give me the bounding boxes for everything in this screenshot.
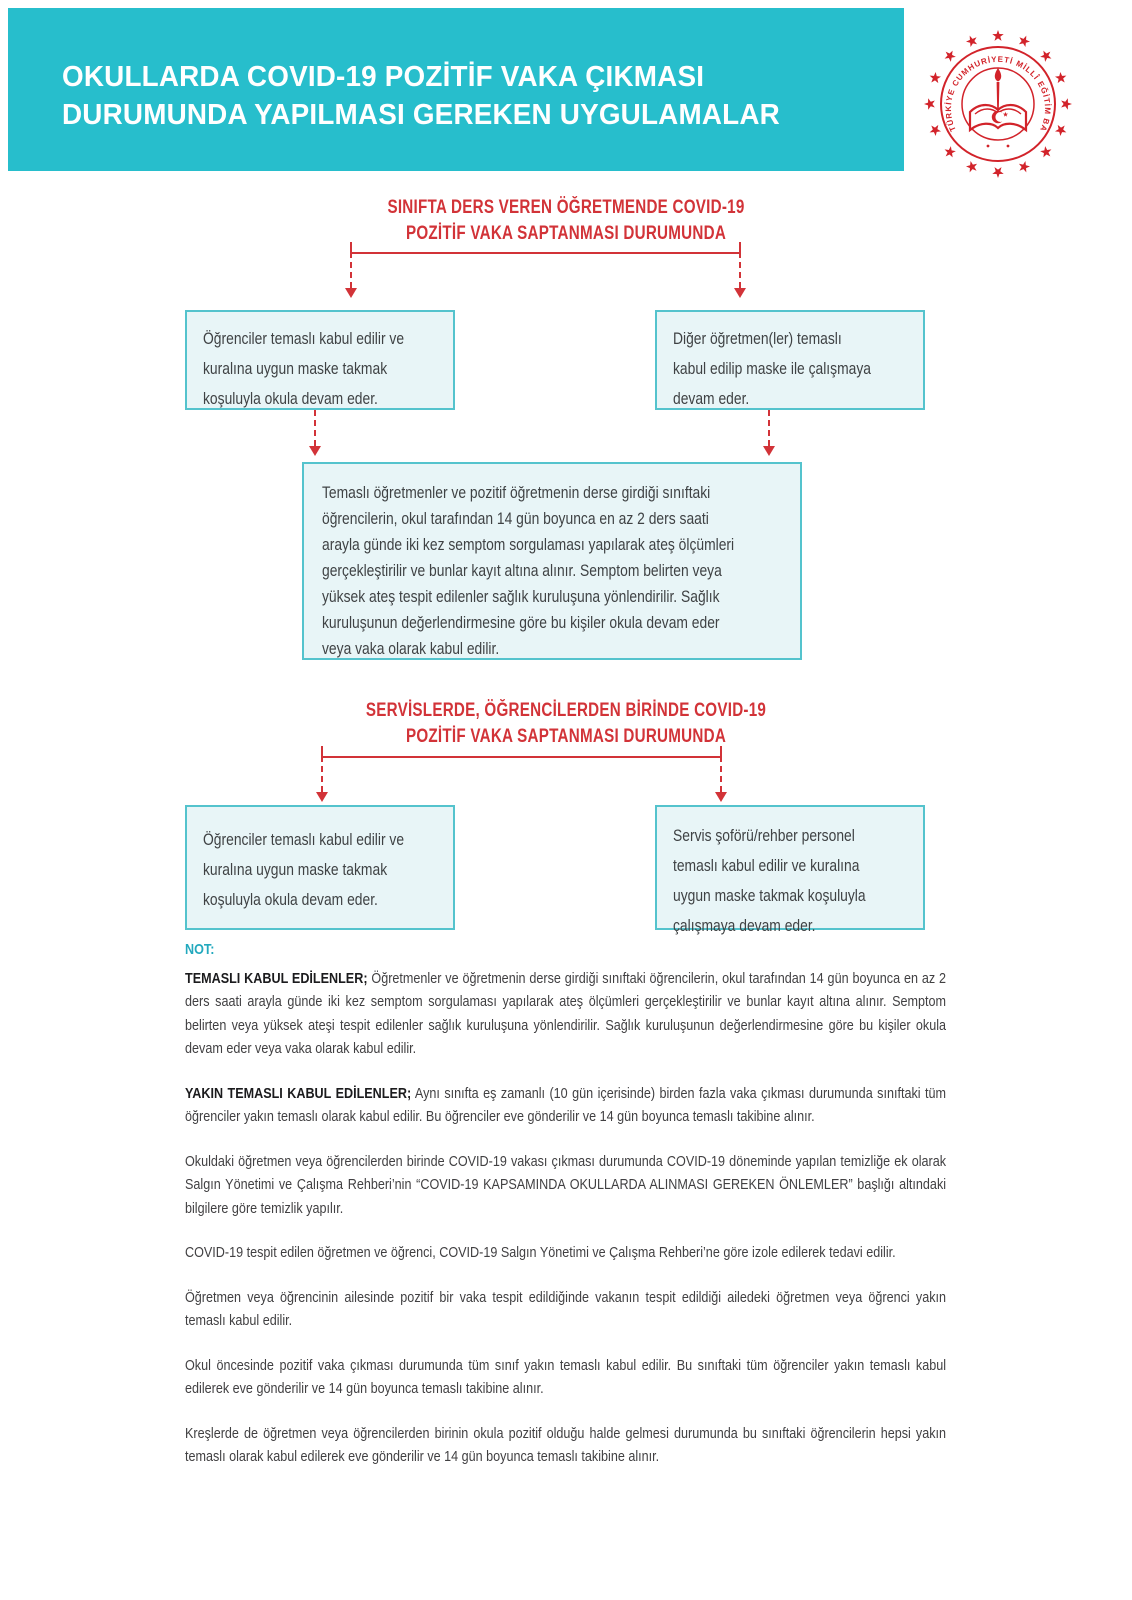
arrow-down-icon xyxy=(309,446,321,456)
dashed-connector xyxy=(321,756,323,792)
connector-stub xyxy=(321,746,323,756)
section1-right-box xyxy=(655,310,925,410)
notes-section xyxy=(185,938,946,1490)
header-band xyxy=(8,8,904,171)
arrow-down-icon xyxy=(345,288,357,298)
note-text: Öğretmenler ve öğretmenin derse girdiği sınıftaki öğrencilerin, okul tarafından 14 gün boyunca en az 2 ders saati arayla günde iki kez semptom sorgulaması yapılarak ateş ölçümleri gerçekleştirilir ve bunlar kayıt altına alınır. Semptom belirten veya yüksek ateşi tespit edilenler sağlık kuruluşuna yönlendirilir. Sağlık kuruluşunun değerlendirmesine göre bu kişiler okula devam eder veya vaka olarak kabul edilir. xyxy=(185,969,947,1057)
dashed-connector xyxy=(720,756,722,792)
arrow-down-icon xyxy=(715,792,727,802)
note-lead: YAKIN TEMASLI KABUL EDİLENLER; xyxy=(185,1084,412,1102)
meb-emblem-logo xyxy=(918,24,1078,184)
section2-left-box xyxy=(185,805,455,930)
note-paragraph xyxy=(185,1150,946,1221)
note-lead: TEMASLI KABUL EDİLENLER; xyxy=(185,969,368,987)
section1-right-box-text: Diğer öğretmen(ler) temaslı kabul edilip maske ile çalışmaya devam eder. xyxy=(673,330,871,408)
section2-left-box-text: Öğrenciler temaslı kabul edilir ve kuralına uygun maske takmak koşuluyla okula devam eder. xyxy=(203,831,405,909)
arrow-down-icon xyxy=(763,446,775,456)
section2-heading-line1: SERVİSLERDE, ÖĞRENCİLERDEN BİRİNDE COVID-19 xyxy=(365,700,767,721)
note-paragraph xyxy=(185,1354,946,1401)
note-paragraph xyxy=(185,1286,946,1333)
emblem-ring-text: TÜRKİYE CUMHURİYETİ MİLLÎ EĞİTİM BA xyxy=(943,54,1053,134)
note-text: Okuldaki öğretmen veya öğrencilerden birinde COVID-19 vakası çıkması durumunda COVID-19 döneminde yapılan temizliğe ek olarak Salgın Yönetimi ve Çalışma Rehberi’nin “COVID-19 KAPSAMINDA OKULLARDA ALINMASI GEREKEN ÖNLEMLER” başlığı altındaki bilgilere göre temizlik yapılır. xyxy=(185,1152,947,1217)
connector-stub xyxy=(350,242,352,252)
note-text: COVID-19 tespit edilen öğretmen ve öğrenci, COVID-19 Salgın Yönetimi ve Çalışma Rehberi’ne göre izole edilerek tedavi edilir. xyxy=(185,1244,896,1261)
arrow-down-icon xyxy=(316,792,328,802)
connector-line xyxy=(322,756,722,758)
connector-stub xyxy=(739,242,741,252)
meb-emblem-icon xyxy=(918,24,1078,184)
note-text: Aynı sınıfta eş zamanlı (10 gün içerisinde) birden fazla vaka çıkması durumunda sınıftaki tüm öğrenciler yakın temaslı olarak kabul edilir. Bu öğrenciler eve gönderilir ve 14 gün boyunca temaslı takibine alınır. xyxy=(185,1084,947,1125)
section1-heading-line1: SINIFTA DERS VEREN ÖĞRETMENDE COVID-19 xyxy=(387,197,745,218)
dashed-connector xyxy=(314,410,316,446)
page-title-line2: DURUMUNDA YAPILMASI GEREKEN UYGULAMALAR xyxy=(62,99,780,131)
arrow-down-icon xyxy=(734,288,746,298)
note-paragraph xyxy=(185,1082,946,1129)
emblem-torch-icon xyxy=(995,68,1001,110)
section1-result-box xyxy=(302,462,802,660)
section2-heading-line2: POZİTİF VAKA SAPTANMASI DURUMUNDA xyxy=(405,726,727,747)
note-paragraph xyxy=(185,1422,946,1469)
section2-right-box xyxy=(655,805,925,935)
section1-heading xyxy=(113,195,1019,247)
note-text: Okul öncesinde pozitif vaka çıkması durumunda tüm sınıf yakın temaslı kabul edilir. Bu sınıftaki tüm öğrenciler yakın temaslı kabul edilerek eve gönderilir ve 14 gün boyunca temaslı takibine alınır. xyxy=(185,1356,947,1397)
note-text: Kreşlerde de öğretmen veya öğrencilerden birinin okula pozitif olduğu halde gelmesi durumunda bu sınıftaki öğrencilerin hepsi yakın temaslı olarak kabul edilerek eve gönderilir ve 14 gün boyunca temaslı takibine alınır. xyxy=(185,1424,947,1465)
notes-label: NOT: xyxy=(185,941,215,958)
page-title xyxy=(62,58,780,134)
section1-heading-line2: POZİTİF VAKA SAPTANMASI DURUMUNDA xyxy=(405,223,727,244)
section2-right-box-text: Servis şoförü/rehber personel temaslı kabul edilir ve kuralına uygun maske takmak koşuluyla çalışmaya devam eder. xyxy=(673,827,866,935)
note-paragraph xyxy=(185,1241,946,1265)
dashed-connector xyxy=(350,252,352,288)
note-text: Öğretmen veya öğrencinin ailesinde pozitif bir vaka tespit edildiğinde vakanın tespit edildiği ailedeki öğretmen veya öğrenci yakın temaslı kabul edilir. xyxy=(185,1288,947,1329)
section1-left-box-text: Öğrenciler temaslı kabul edilir ve kuralına uygun maske takmak koşuluyla okula devam eder. xyxy=(203,330,405,408)
dashed-connector xyxy=(739,252,741,288)
connector-stub xyxy=(720,746,722,756)
dashed-connector xyxy=(768,410,770,446)
section2-heading xyxy=(113,698,1019,750)
note-paragraph xyxy=(185,967,946,1061)
section1-result-box-text: Temaslı öğretmenler ve pozitif öğretmenin derse girdiği sınıftaki öğrencilerin, okul tarafından 14 gün boyunca en az 2 ders saati arayla günde iki kez semptom sorgulaması yapılarak ateş ölçümleri gerçekleştirilir ve bunlar kayıt altına alınır. Semptom belirten veya yüksek ateş tespit edilenler sağlık kuruluşuna yönlendirilir. Sağlık kuruluşunun değerlendirmesine göre bu kişiler okula devam eder veya vaka olarak kabul edilir. xyxy=(322,484,735,658)
connector-line xyxy=(351,252,741,254)
section1-left-box xyxy=(185,310,455,410)
page-title-line1: OKULLARDA COVID-19 POZİTİF VAKA ÇIKMASI xyxy=(62,61,705,93)
